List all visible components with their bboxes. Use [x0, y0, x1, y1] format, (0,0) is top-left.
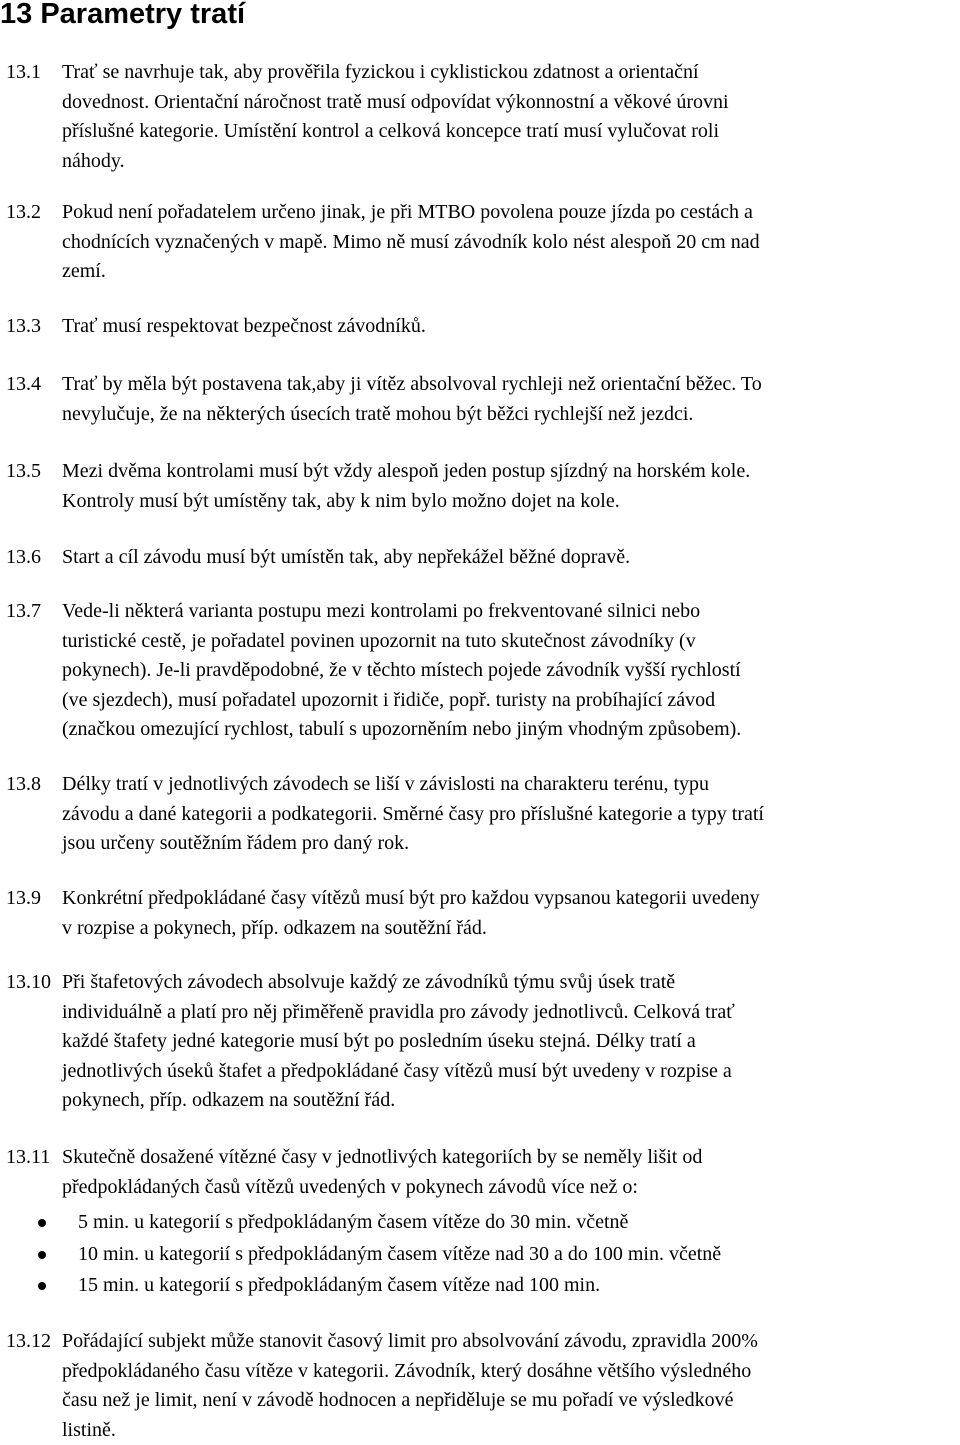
- text-line: v rozpise a pokynech, příp. odkazem na soutěžní řád.: [62, 914, 960, 944]
- paragraph-13-11: [0, 1143, 960, 1202]
- paragraph-13-6: [0, 543, 960, 573]
- text-line: Pořádající subjekt může stanovit časový limit pro absolvování závodu, zpravidla 200%: [62, 1327, 960, 1357]
- bullet-text: 10 min. u kategorií s předpokládaným časem vítěze nad 30 a do 100 min. včetně: [78, 1243, 721, 1265]
- text-line: individuálně a platí pro něj přiměřeně pravidla pro závody jednotlivců. Celková trať: [62, 998, 960, 1028]
- text-line: předpokládaného času vítěze v kategorii. Závodník, který dosáhne většího výsledného: [62, 1357, 960, 1387]
- paragraph-number: 13.9: [6, 884, 41, 914]
- paragraph-number: 13.2: [6, 198, 41, 228]
- bullet-item: [0, 1240, 960, 1272]
- text-line: Kontroly musí být umístěny tak, aby k nim bylo možno dojet na kole.: [62, 487, 960, 517]
- text-line: Konkrétní předpokládané časy vítězů musí být pro každou vypsanou kategorii uvedeny: [62, 884, 960, 914]
- paragraph-number: 13.3: [6, 312, 41, 342]
- text-line: každé štafety jedné kategorie musí být po posledním úseku stejná. Délky tratí a: [62, 1027, 960, 1057]
- text-line: pokynech). Je-li pravděpodobné, že v těchto místech pojede závodník vyšší rychlostí: [62, 656, 960, 686]
- paragraph-text: [62, 597, 960, 745]
- text-line: Trať by měla být postavena tak,aby ji vítěz absolvoval rychleji než orientační běžec. To: [62, 370, 960, 400]
- bullet-item: [0, 1208, 960, 1240]
- paragraph-text: [62, 770, 960, 859]
- paragraph-text: [62, 1143, 960, 1202]
- paragraph-number: 13.4: [6, 370, 41, 400]
- paragraph-number: 13.11: [6, 1143, 50, 1173]
- text-line: Pokud není pořadatelem určeno jinak, je při MTBO povolena pouze jízda po cestách a: [62, 198, 960, 228]
- text-line: závodu a dané kategorii a podkategorii. Směrné časy pro příslušné kategorie a typy tratí: [62, 800, 960, 830]
- paragraph-text: [62, 58, 960, 176]
- paragraph-number: 13.12: [6, 1327, 51, 1357]
- paragraph-number: 13.6: [6, 543, 41, 573]
- text-line: listině.: [62, 1416, 960, 1445]
- paragraph-13-2: [0, 198, 960, 287]
- paragraph-number: 13.10: [6, 968, 51, 998]
- text-line: jsou určeny soutěžním řádem pro daný rok.: [62, 829, 960, 859]
- paragraph-13-7: [0, 597, 960, 745]
- paragraph-text: [62, 370, 960, 429]
- paragraph-text: [62, 312, 960, 342]
- text-line: dovednost. Orientační náročnost tratě musí odpovídat výkonnostní a věkové úrovni: [62, 88, 960, 118]
- text-line: (ve sjezdech), musí pořadatel upozornit i řidiče, popř. turisty na probíhající závod: [62, 686, 960, 716]
- text-line: Mezi dvěma kontrolami musí být vždy alespoň jeden postup sjízdný na horském kole.: [62, 457, 960, 487]
- text-line: času než je limit, není v závodě hodnocen a nepřiděluje se mu pořadí ve výsledkové: [62, 1386, 960, 1416]
- text-line: Skutečně dosažené vítězné časy v jednotlivých kategoriích by se neměly lišit od: [62, 1143, 960, 1173]
- text-line: chodnících vyznačených v mapě. Mimo ně musí závodník kolo nést alespoň 20 cm nad: [62, 228, 960, 258]
- bullet-dot-icon: [38, 1219, 46, 1227]
- text-line: nevylučuje, že na některých úsecích tratě mohou být běžci rychlejší než jezdci.: [62, 400, 960, 430]
- section-heading: 13 Parametry tratí: [0, 0, 245, 34]
- paragraph-text: [62, 198, 960, 287]
- paragraph-number: 13.1: [6, 58, 41, 88]
- text-line: Při štafetových závodech absolvuje každý ze závodníků týmu svůj úsek tratě: [62, 968, 960, 998]
- paragraph-text: [62, 968, 960, 1116]
- paragraph-13-8: [0, 770, 960, 859]
- paragraph-13-12: [0, 1327, 960, 1445]
- text-line: Start a cíl závodu musí být umístěn tak, aby nepřekážel běžné dopravě.: [62, 543, 960, 573]
- text-line: zemí.: [62, 257, 960, 287]
- text-line: Trať musí respektovat bezpečnost závodníků.: [62, 312, 960, 342]
- bullet-dot-icon: [38, 1251, 46, 1259]
- bullet-list-block: [0, 1208, 960, 1303]
- paragraph-13-5: [0, 457, 960, 516]
- text-line: náhody.: [62, 147, 960, 177]
- paragraph-number: 13.7: [6, 597, 41, 627]
- paragraph-text: [62, 1327, 960, 1445]
- paragraph-13-1: [0, 58, 960, 176]
- text-line: příslušné kategorie. Umístění kontrol a celková koncepce tratí musí vylučovat roli: [62, 117, 960, 147]
- paragraph-text: [62, 884, 960, 943]
- text-line: turistické cestě, je pořadatel povinen upozornit na tuto skutečnost závodníky (v: [62, 627, 960, 657]
- text-line: Délky tratí v jednotlivých závodech se liší v závislosti na charakteru terénu, typu: [62, 770, 960, 800]
- bullet-list: [0, 1208, 960, 1303]
- paragraph-number: 13.5: [6, 457, 41, 487]
- paragraph-text: [62, 543, 960, 573]
- paragraph-text: [62, 457, 960, 516]
- paragraph-13-3: [0, 312, 960, 342]
- text-line: předpokládaných časů vítězů uvedených v pokynech závodů více než o:: [62, 1173, 960, 1203]
- text-line: (značkou omezující rychlost, tabulí s upozorněním nebo jiným vhodným způsobem).: [62, 715, 960, 745]
- paragraph-13-9: [0, 884, 960, 943]
- paragraph-13-10: [0, 968, 960, 1116]
- paragraph-13-4: [0, 370, 960, 429]
- bullet-dot-icon: [38, 1282, 46, 1290]
- text-line: Vede-li některá varianta postupu mezi kontrolami po frekventované silnici nebo: [62, 597, 960, 627]
- bullet-text: 5 min. u kategorií s předpokládaným časem vítěze do 30 min. včetně: [78, 1211, 628, 1233]
- bullet-text: 15 min. u kategorií s předpokládaným časem vítěze nad 100 min.: [78, 1274, 600, 1296]
- paragraph-number: 13.8: [6, 770, 41, 800]
- bullet-item: [0, 1271, 960, 1303]
- text-line: Trať se navrhuje tak, aby prověřila fyzickou i cyklistickou zdatnost a orientační: [62, 58, 960, 88]
- text-line: jednotlivých úseků štafet a předpokládané časy vítězů musí být uvedeny v rozpise a: [62, 1057, 960, 1087]
- text-line: pokynech, příp. odkazem na soutěžní řád.: [62, 1086, 960, 1116]
